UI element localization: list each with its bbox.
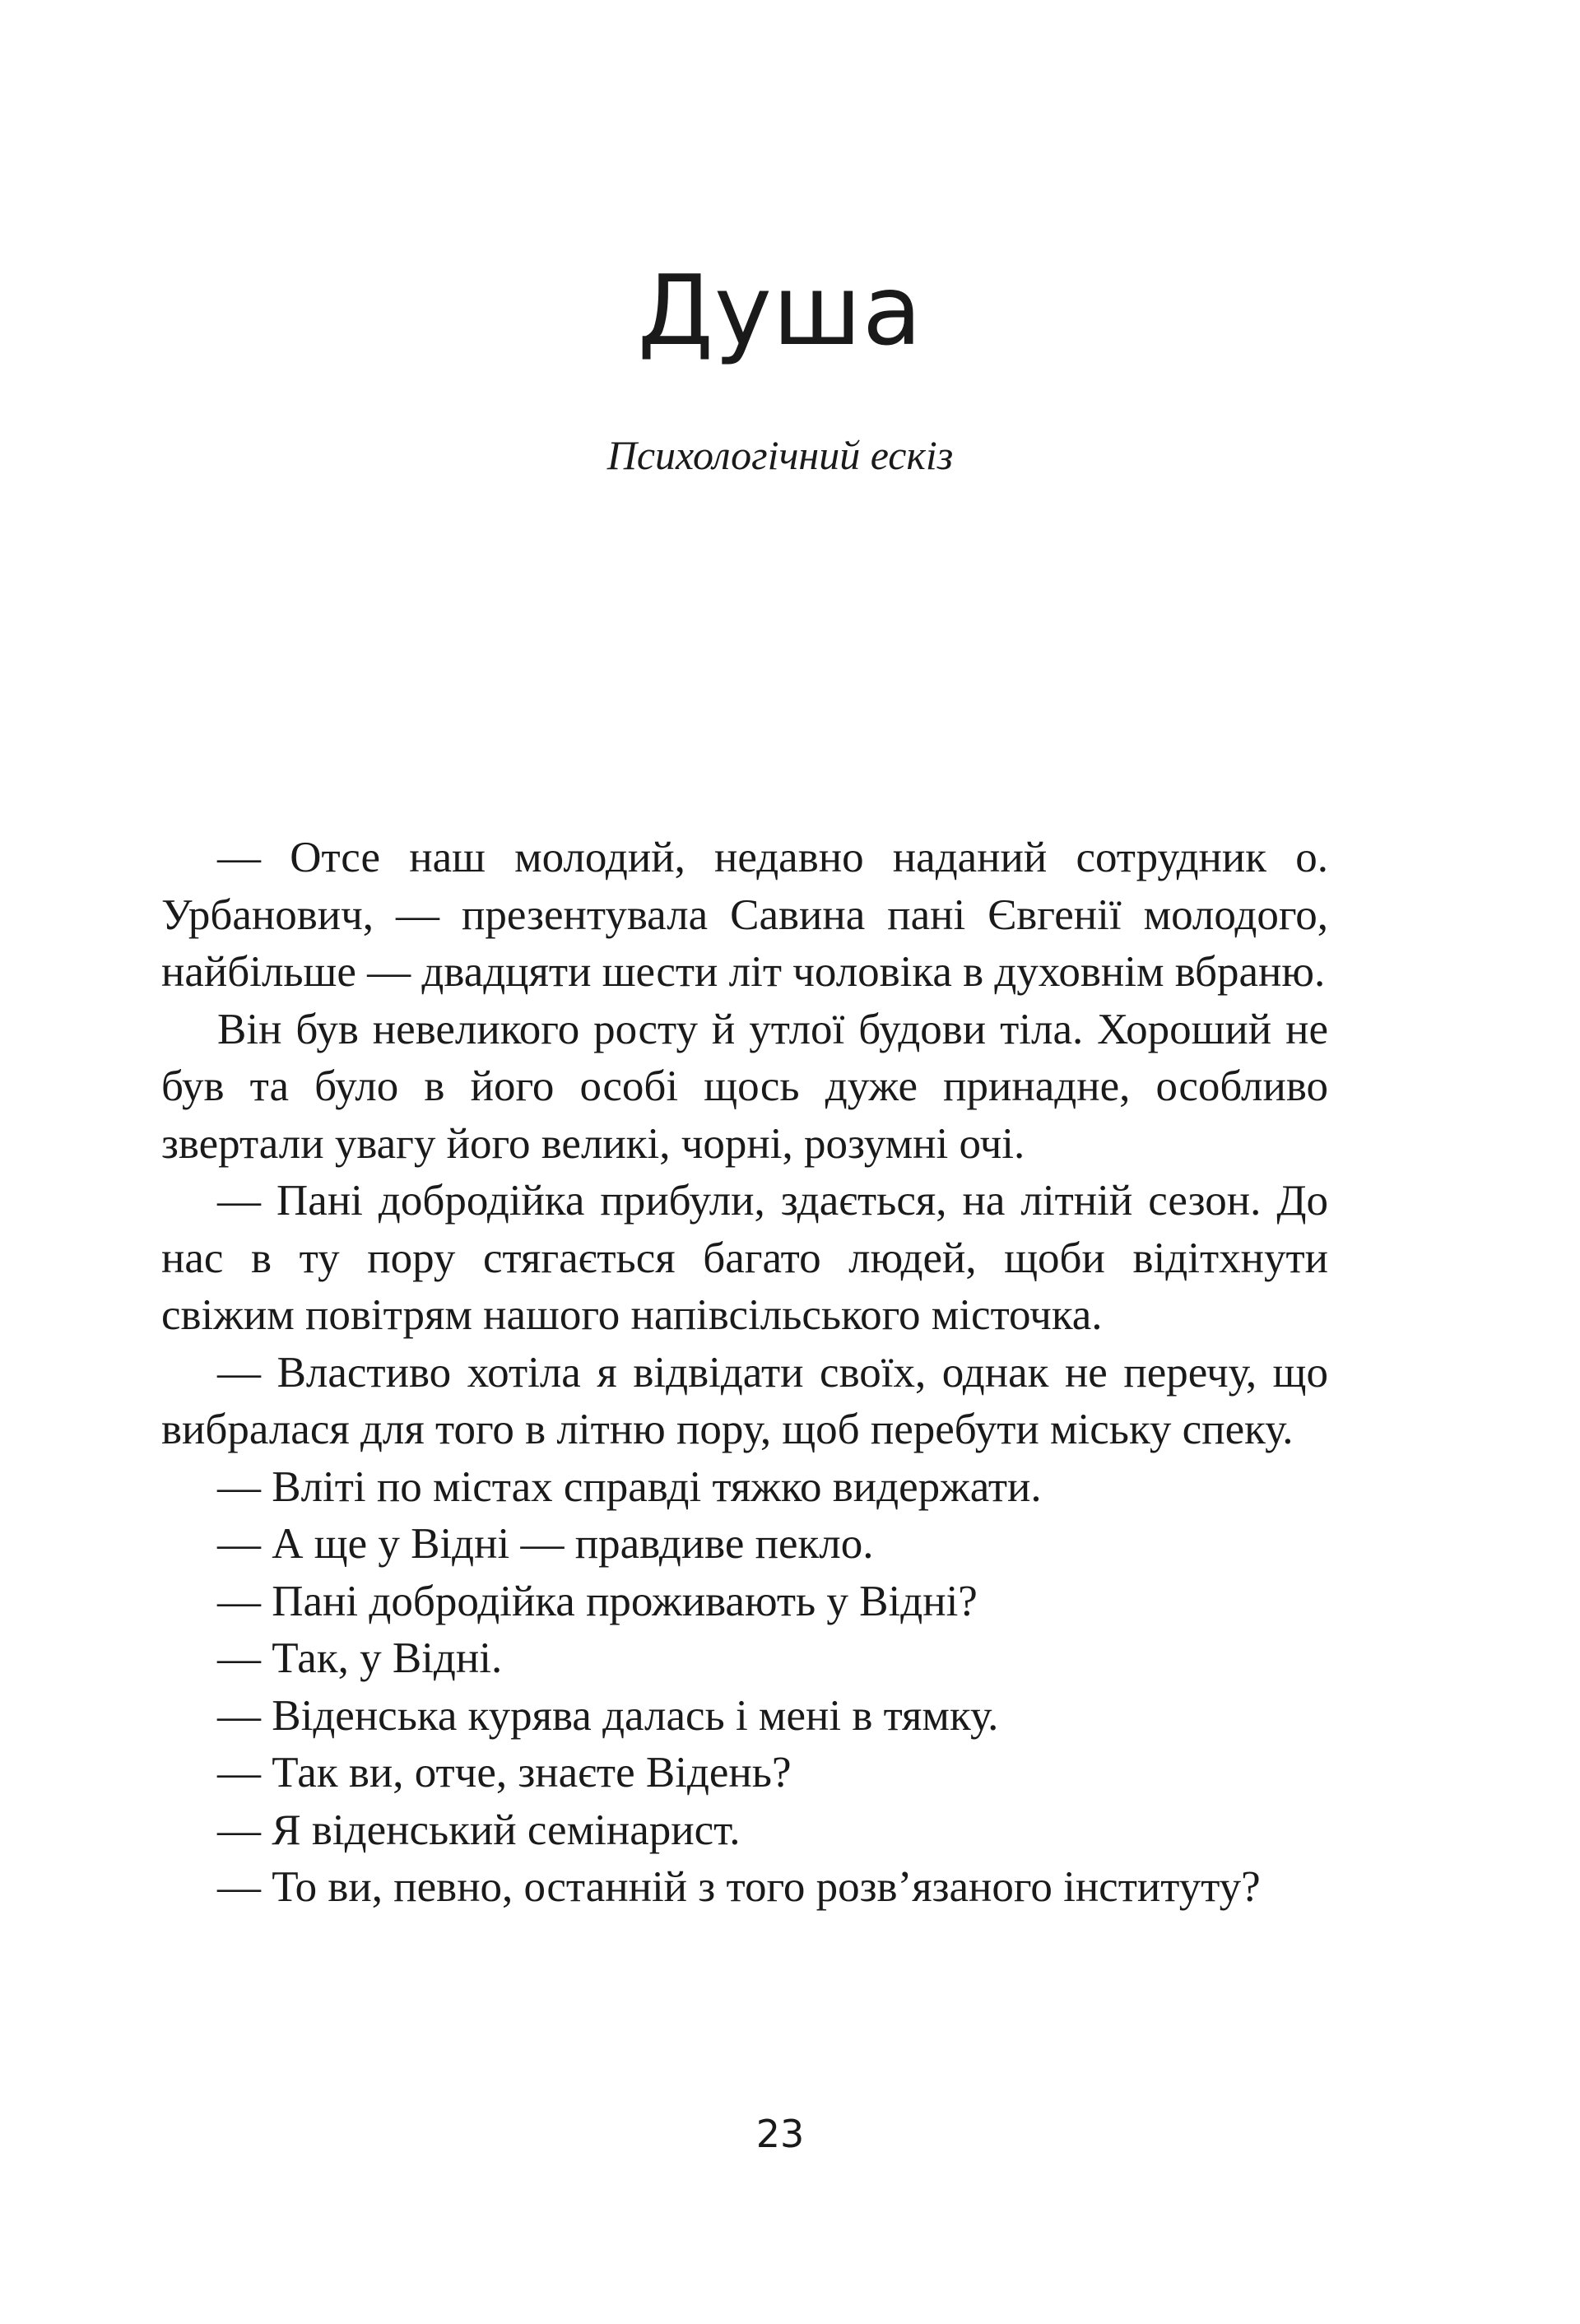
paragraph: — Отсе наш молодий, недавно наданий сотрудник о. Урбанович, — презентувала Савина пані Євгенії молодого, найбільше — двадцяти шести літ чоловіка в духовнім вбраню. [161, 834, 1328, 996]
paragraph: — Пані добродійка прибули, здається, на літній сезон. До нас в ту пору стягається багато людей, щоби відітхнути свіжим повітрям нашого напівсільського місточка. [161, 1177, 1328, 1339]
paragraph: — А ще у Відні — правдиве пекло. [217, 1520, 874, 1568]
paragraph: — Властиво хотіла я відвідати своїх, однак не перечу, що вибралася для того в літню пору, щоб перебути міську спеку. [161, 1348, 1328, 1453]
paragraph: — Віденська курява далась і мені в тямку. [217, 1691, 999, 1740]
paragraph: — Вліті по містах справді тяжко видержати. [217, 1462, 1042, 1511]
page-number: 23 [755, 2112, 805, 2156]
paragraph: — Я віденський семінарист. [217, 1806, 741, 1854]
body-text [161, 830, 1328, 1917]
paragraph: — Пані добродійка проживають у Відні? [217, 1577, 978, 1625]
paragraph: — Так ви, отче, знаєте Відень? [217, 1749, 792, 1796]
chapter-subtitle: Психологічний ескіз [606, 432, 954, 478]
paragraph: — То ви, певно, останній з того розв’язаного інституту? [217, 1863, 1261, 1911]
paragraph: Він був невеликого росту й утлої будови тіла. Хороший не був та було в його особі щось дуже принадне, особливо звертали увагу його великі, чорні, розумні очі. [161, 1005, 1328, 1168]
chapter-title: Душа [637, 253, 923, 367]
paragraph: — Так, у Відні. [217, 1634, 503, 1682]
